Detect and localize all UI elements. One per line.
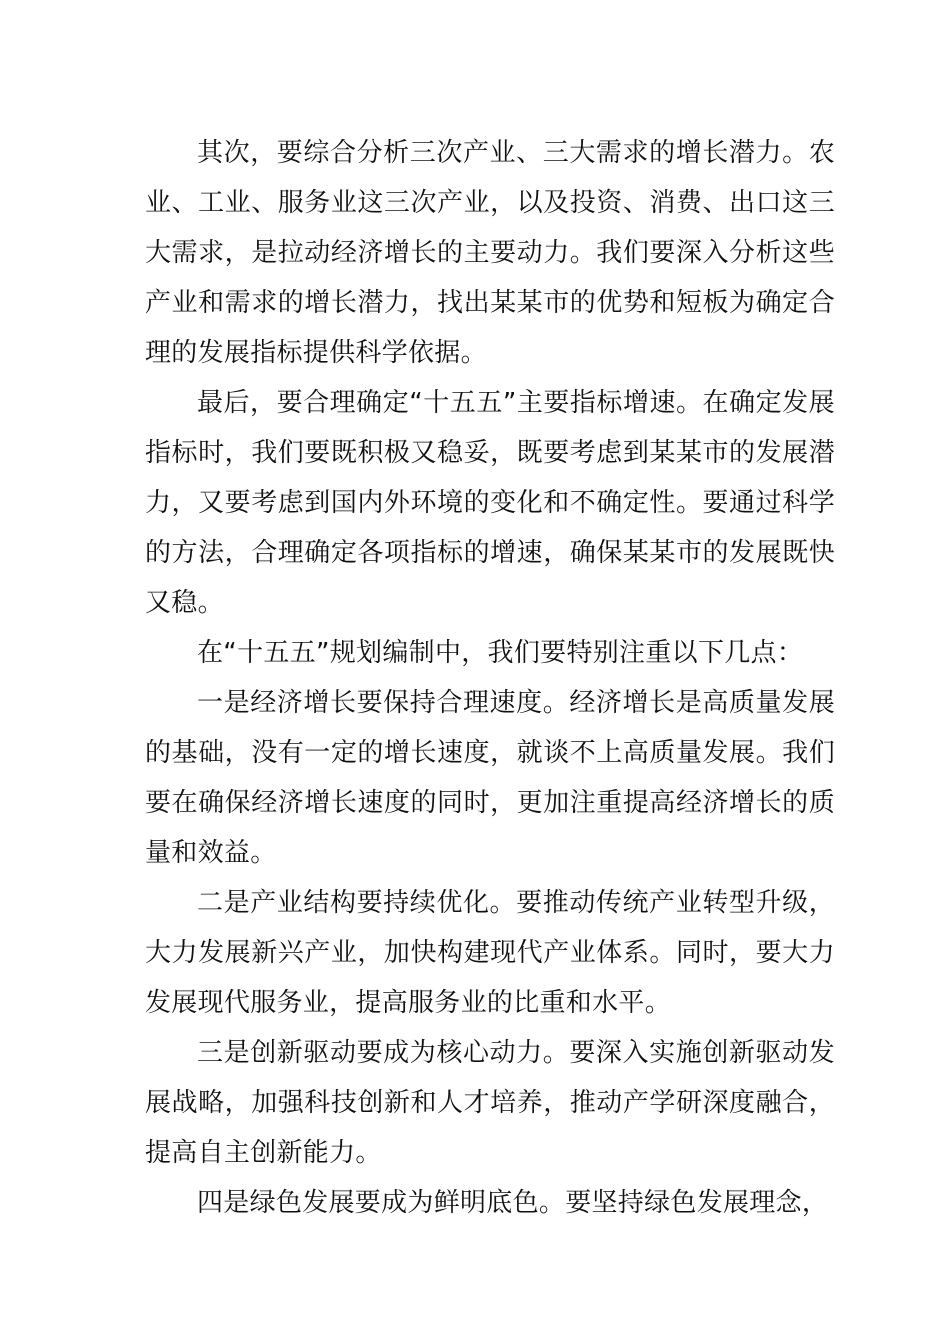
document-body [145,128,835,1228]
paragraph-indicator-growth: 最后，要合理确定“十五五”主要指标增速。在确定发展指标时，我们要既积极又稳妥，既要考虑到某某市的发展潜力，又要考虑到国内外环境的变化和不确定性。要通过科学的方法，合理确定各项指标的增速，确保某某市的发展既快又稳。 [145,388,835,618]
paragraph-point-two: 二是产业结构要持续优化。要推动传统产业转型升级，大力发展新兴产业，加快构建现代产业体系。同时，要大力发展现代服务业，提高服务业的比重和水平。 [145,888,835,1018]
paragraph-point-four: 四是绿色发展要成为鲜明底色。要坚持绿色发展理念， [197,1188,829,1218]
paragraph-key-points-intro: 在“十五五”规划编制中，我们要特别注重以下几点： [197,638,804,668]
paragraph-growth-potential: 其次，要综合分析三次产业、三大需求的增长潜力。农业、工业、服务业这三次产业，以及投资、消费、出口这三大需求，是拉动经济增长的主要动力。我们要深入分析这些产业和需求的增长潜力，找出某某市的优势和短板为确定合理的发展指标提供科学依据。 [145,138,835,368]
paragraph-point-one: 一是经济增长要保持合理速度。经济增长是高质量发展的基础，没有一定的增长速度，就谈不上高质量发展。我们要在确保经济增长速度的同时，更加注重提高经济增长的质量和效益。 [145,688,835,868]
paragraph-point-three: 三是创新驱动要成为核心动力。要深入实施创新驱动发展战略，加强科技创新和人才培养，推动产学研深度融合，提高自主创新能力。 [145,1038,835,1168]
